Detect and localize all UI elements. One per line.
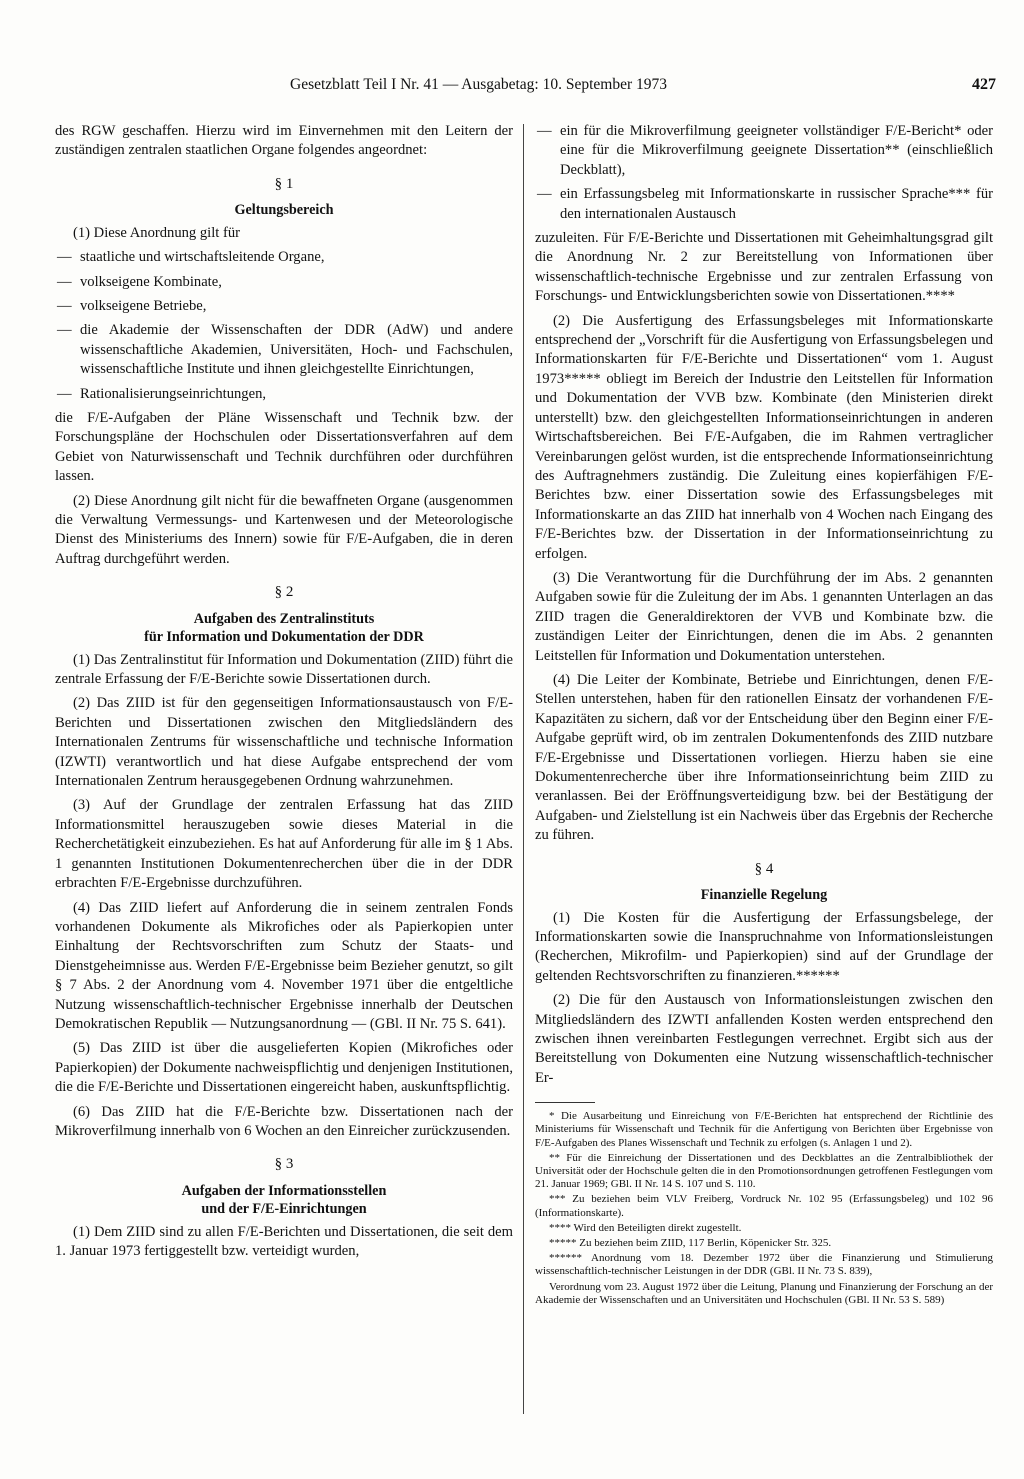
paragraph: (2) Das ZIID ist für den gegenseitigen Informationsaustausch von F/E-Berichten und Dissertationen zwischen den Mitgliedsländern des Internationalen Zentrums für wissenschaftliche und technische Information (IZWTI) verantwortlich und hat diese Aufgabe entsprechend der vom Internationalen Zentrum herausgegebenen Ordnung wahrzunehmen. <box>55 695 513 790</box>
footnote: Verordnung vom 23. August 1972 über die Leitung, Planung und Finanzierung der Forschung an der Akademie der Wissenschaften und an Universitäten und Hochschulen (GBl. II Nr. 53 S. 589) <box>535 1280 993 1306</box>
footnote: ****** Anordnung vom 18. Dezember 1972 über die Finanzierung und Stimulierung wissenschaftlich-technischer Leistungen in der DDR (GBl. II Nr. 73 S. 839), <box>535 1252 993 1278</box>
paragraph: (5) Das ZIID ist über die ausgelieferten Kopien (Mikrofiches oder Papierkopien) der Dokumente nachweispflichtig und denjenigen Institutionen, die die F/E-Berichte und Dissertationen eingereicht haben, auskunftspflichtig. <box>55 1040 513 1096</box>
paragraph: (2) Diese Anordnung gilt nicht für die bewaffneten Organe (ausgenommen die Verwaltung Vermessungs- und Kartenwesen und der Meteorologische Dienst des Ministeriums des Innern) sowie für F/E-Aufgaben, die in deren Auftrag durchgeführt werden. <box>55 492 513 567</box>
section-3-heading <box>55 1155 513 1218</box>
list-item: — die Akademie der Wissenschaften der DDR (AdW) und andere wissenschaftliche Akademien, Universitäten, Hoch- und Fachschulen, wissenschaftliche Institute und ihnen gleichgestellte Einrichtungen, <box>57 322 513 378</box>
paragraph: (2) Die Ausfertigung des Erfassungsbeleges mit Informationskarte entsprechend der „Vorschrift für die Ausfertigung von Erfassungsbelegen und Informationskarten für F/E-Berichte und Dissertationen“ vom 1. August 1973***** obliegt im Bereich der Industrie den Leitstellen für Information und Dokumentation der VVB bzw. Kombinate (den Ministerien direkt unterstellt) bzw. den gleichgestellten Informationseinrichtungen in anderen Wirtschaftsbereichen. Bei F/E-Aufgaben, die im Rahmen vertraglicher Vereinbarungen gelöst wurden, ist die entsprechende Informationseinrichtung des Auftragnehmers zuständig. Die Zuleitung eines kopierfähigen F/E-Berichtes bzw. einer Dissertation sowie des Erfassungsbeleges mit Informationskarte an das ZIID hat innerhalb von 4 Wochen nach Eingang des F/E-Berichtes bzw. der Dissertation in der Informationseinrichtung zu erfolgen. <box>535 312 993 562</box>
list-item: — staatliche und wirtschaftsleitende Organe, <box>57 249 325 266</box>
section-4-heading <box>535 860 993 905</box>
footnote: ** Für die Einreichung der Dissertationen und des Deckblattes an die Zentralbibliothek der Universität oder der Hochschule gelten die in den Promotionsordnungen getroffenen Festlegungen vom 21. Januar 1969; GBl. II Nr. 14 S. 107 und S. 110. <box>535 1151 993 1191</box>
list-item: — Rationalisierungseinrichtungen, <box>57 385 267 402</box>
footnote: *** Zu beziehen beim VLV Freiberg, Vordruck Nr. 102 95 (Erfassungsbeleg) und 102 96 (Informationskarte). <box>535 1193 993 1219</box>
paragraph: (1) Die Kosten für die Ausfertigung der Erfassungsbelege, der Informationskarten sowie die Inanspruchnahme von Informationsleistungen (Recherchen, Mikrofilm- und Papierkopien) sind auf der Grundlage der geltenden Rechtsvorschriften zu finanzieren.****** <box>535 909 993 984</box>
list-item-text: ein für die Mikroverfilmung geeigneter vollständiger F/E-Bericht* oder eine für die Mikroverfilmung geeignete Dissertation** (einschließlich Deckblatt), <box>560 123 993 178</box>
footnote: ***** Zu beziehen beim ZIID, 117 Berlin, Köpenicker Str. 325. <box>549 1237 832 1250</box>
column-divider <box>523 124 524 1414</box>
section-1-heading <box>55 175 513 220</box>
section-title-line: für Information und Dokumentation der DDR <box>144 629 424 646</box>
list-item-text: staatliche und wirtschaftsleitende Organe, <box>80 249 325 266</box>
list-item: — ein für die Mikroverfilmung geeigneter vollständiger F/E-Bericht* oder eine für die Mikroverfilmung geeignete Dissertation** (einschließlich Deckblatt), <box>537 123 993 178</box>
footnote: **** Wird den Beteiligten direkt zugestellt. <box>549 1221 742 1234</box>
paragraph: zuzuleiten. Für F/E-Berichte und Dissertationen mit Geheimhaltungsgrad gilt die Anordnung Nr. 2 zur Bereitstellung von Informationen über wissenschaftlich-technische Ergebnisse und zur zentralen Erfassung von Forschungs- und Entwicklungsberichten sowie von Dissertationen.**** <box>535 230 993 305</box>
paragraph: (6) Das ZIID hat die F/E-Berichte bzw. Dissertationen nach der Mikroverfilmung innerhalb von 6 Wochen an den Einreicher zurückzusenden. <box>55 1103 513 1139</box>
section-title: Finanzielle Regelung <box>700 887 828 904</box>
dash-list <box>55 248 513 404</box>
footnote: * Die Ausarbeitung und Einreichung von F/E-Berichten hat entsprechend der Richtlinie des Ministeriums für Wissenschaft und Technik für die Anfertigung von Berichten über Ergebnisse von F/E-Aufgaben des Planes Wissenschaft und Technik zu erfolgen (s. Anlagen 1 und 2). <box>535 1110 993 1149</box>
list-item-text: Rationalisierungseinrichtungen, <box>80 385 267 402</box>
list-item-text: ein Erfassungsbeleg mit Informationskarte in russischer Sprache*** für den internationalen Austausch <box>560 186 993 222</box>
paragraph: (4) Das ZIID liefert auf Anforderung die in seinem zentralen Fonds vorhandenen Dokumente als Mikrofiches oder als Papierkopien unter Einhaltung der Rechtsvorschriften zum Schutz der Staats- und Dienstgeheimnisse aus. Werden F/E-Ergebnisse beim Bezieher genutzt, so gilt § 7 Abs. 2 der Anordnung vom 4. November 1971 über die entgeltliche Nutzung wissenschaftlich-technischer Ergebnisse innerhalb der Deutschen Demokratischen Republik — Nutzungsanordnung — (GBl. II Nr. 75 S. 641). <box>55 899 513 1032</box>
intro-paragraph: des RGW geschaffen. Hierzu wird im Einvernehmen mit den Leitern der zuständigen zentralen staatlichen Organe folgendes angeordnet: <box>55 123 513 159</box>
list-item: — volkseigene Betriebe, <box>57 297 207 314</box>
page-header <box>56 76 996 100</box>
paragraph: (1) Das Zentralinstitut für Information und Dokumentation (ZIID) führt die zentrale Erfassung der F/E-Berichte sowie Dissertationen durch. <box>55 651 513 688</box>
right-column <box>535 122 993 1309</box>
list-item: — volkseigene Kombinate, <box>57 273 222 290</box>
section-title-line: und der F/E-Einrichtungen <box>201 1201 367 1218</box>
paragraph: (3) Auf der Grundlage der zentralen Erfassung hat das ZIID Informationsmittel herauszugeben sowie dieses Material in die Recherchetätigkeit einzubeziehen. Es hat auf Anforderung für alle im § 1 Abs. 1 genannten Institutionen Dokumentenrecherchen über die in der DDR erbrachten F/E-Ergebnisse durchzuführen. <box>55 797 513 892</box>
paragraph: (3) Die Verantwortung für die Durchführung der im Abs. 2 genannten Aufgaben sowie für die Zuleitung der im Abs. 1 genannten Unterlagen an das ZIID tragen die Generaldirektoren der VVB und Kombinate bzw. die zuständigen Leiter der Einrichtungen, denen die im Abs. 2 genannten Leitstellen für Information und Dokumentation unterstehen. <box>535 569 993 664</box>
header-title: Gesetzblatt Teil I Nr. 41 — Ausgabetag: 10. September 1973 <box>290 76 668 93</box>
list-item-text: volkseigene Betriebe, <box>80 297 207 314</box>
section-title-line: Aufgaben des Zentralinstituts <box>193 610 375 627</box>
list-item-text: die Akademie der Wissenschaften der DDR (AdW) und andere wissenschaftliche Akademien, Universitäten, Hoch- und Fachschulen, wissenschaftliche Institute und ihnen gleichgestellte Einrichtungen, <box>80 322 513 378</box>
section-number: § 3 <box>274 1156 294 1173</box>
paragraph: (1) Dem ZIID sind zu allen F/E-Berichten und Dissertationen, die seit dem 1. Januar 1973 fertiggestellt bzw. verteidigt wurden, <box>55 1223 513 1260</box>
section-number: § 2 <box>274 584 294 601</box>
left-column <box>55 122 513 1267</box>
section-title-line: Aufgaben der Informationsstellen <box>181 1182 387 1199</box>
list-item: — ein Erfassungsbeleg mit Informationskarte in russischer Sprache*** für den internationalen Austausch <box>537 186 993 222</box>
paragraph: (4) Die Leiter der Kombinate, Betriebe und Einrichtungen, denen F/E-Stellen unterstehen, haben für den rationellen Einsatz der vorhandenen F/E-Kapazitäten zu sichern, daß vor der Entscheidung über den Beginn einer F/E-Aufgabe geprüft wird, ob im zentralen Dokumentenfonds des ZIID nutzbare F/E-Ergebnisse und Dissertationen vorliegen. Hierzu haben sie eine Dokumentenrecherche über ihre Informationseinrichtung beim ZIID zu veranlassen. Bei der Eröffnungsverteidigung bzw. bei der Bestätigung der Aufgaben- und Zielstellung ist ein Nachweis über das Ergebnis der Recherche zu führen. <box>535 671 993 844</box>
footnote-rule <box>535 1102 595 1103</box>
list-item-text: volkseigene Kombinate, <box>80 273 222 290</box>
footnotes <box>535 1110 993 1307</box>
paragraph: (2) Die für den Austausch von Informationsleistungen zwischen den Mitgliedsländern des IZWTI anfallenden Kosten werden entsprechend den zwischen ihnen vereinbarten Festlegungen verrechnet. Ergibt sich aus der Bereitstellung von Dokumenten eine Nutzung wissenschaftlich-technischer Er- <box>535 992 993 1086</box>
paragraph: die F/E-Aufgaben der Pläne Wissenschaft und Technik bzw. der Forschungspläne der Hochschulen oder Dissertationsverfahren auf dem Gebiet von Naturwissenschaft und Technik durchführen oder durchführen lassen. <box>55 409 513 485</box>
section-number: § 4 <box>754 860 774 877</box>
section-2-heading <box>55 583 513 646</box>
section-number: § 1 <box>274 175 294 192</box>
page-number: 427 <box>972 76 996 93</box>
paragraph: (1) Diese Anordnung gilt für <box>73 224 240 241</box>
section-title: Geltungsbereich <box>234 202 334 219</box>
dash-list <box>535 122 993 224</box>
